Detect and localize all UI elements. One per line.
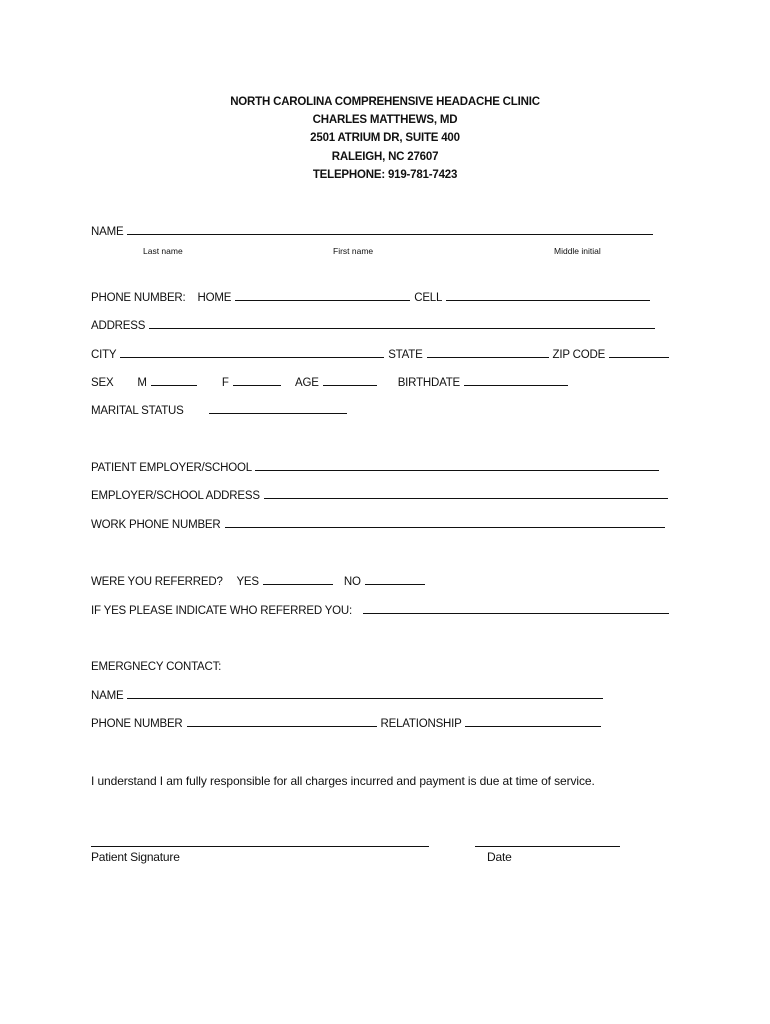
signature-field[interactable] — [91, 845, 429, 847]
address-row — [91, 316, 656, 334]
employer-field[interactable] — [255, 458, 659, 471]
emergency-heading: EMERGNECY CONTACT: — [91, 661, 222, 673]
no-label: NO — [343, 576, 361, 588]
no-field[interactable] — [365, 572, 425, 585]
first-name-caption: First name — [333, 246, 374, 256]
doctor-name: CHARLES MATTHEWS, MD — [312, 114, 458, 127]
city-field[interactable] — [120, 345, 384, 358]
employer-label: PATIENT EMPLOYER/SCHOOL — [91, 462, 252, 474]
birthdate-field[interactable] — [464, 373, 568, 386]
ec-name-field[interactable] — [127, 686, 603, 699]
female-field[interactable] — [233, 373, 281, 386]
name-row — [91, 222, 654, 240]
employer-address-row — [91, 486, 669, 504]
clinic-address-line1: 2501 ATRIUM DR, SUITE 400 — [310, 132, 460, 145]
state-label: STATE — [388, 349, 423, 361]
referred-label: WERE YOU REFERRED? — [91, 576, 223, 588]
referred-by-field[interactable] — [363, 601, 669, 614]
referred-row — [91, 572, 426, 590]
emergency-heading-row — [91, 658, 221, 676]
work-phone-row — [91, 515, 666, 533]
clinic-header — [0, 93, 770, 184]
zip-field[interactable] — [609, 345, 669, 358]
home-label: HOME — [197, 292, 232, 304]
marital-row — [91, 401, 348, 419]
zip-label: ZIP CODE — [552, 349, 606, 361]
employer-address-field[interactable] — [264, 486, 668, 499]
yes-field[interactable] — [263, 572, 333, 585]
address-field[interactable] — [149, 316, 655, 329]
clinic-address-line2: RALEIGH, NC 27607 — [331, 150, 439, 163]
city-row — [91, 345, 670, 363]
relationship-label: RELATIONSHIP — [380, 718, 462, 730]
home-phone-field[interactable] — [235, 288, 410, 301]
male-label: M — [137, 377, 147, 389]
age-label: AGE — [295, 377, 319, 389]
clinic-telephone: TELEPHONE: 919-781-7423 — [312, 168, 458, 181]
city-label: CITY — [91, 349, 117, 361]
referred-by-row — [91, 601, 670, 619]
cell-label: CELL — [414, 292, 442, 304]
marital-label: MARITAL STATUS — [91, 405, 184, 417]
referred-by-label: IF YES PLEASE INDICATE WHO REFERRED YOU: — [91, 605, 353, 617]
phone-label: PHONE NUMBER: — [91, 292, 186, 304]
relationship-field[interactable] — [465, 714, 601, 727]
age-field[interactable] — [323, 373, 377, 386]
middle-initial-caption: Middle initial — [554, 246, 601, 256]
yes-label: YES — [236, 576, 259, 588]
sex-row — [91, 373, 569, 391]
responsibility-statement: I understand I am fully responsible for all charges incurred and payment is due at time of service. — [91, 774, 595, 788]
female-label: F — [221, 377, 229, 389]
name-label: NAME — [91, 226, 124, 238]
employer-row — [91, 458, 660, 476]
signature-label: Patient Signature — [91, 850, 180, 864]
birthdate-label: BIRTHDATE — [397, 377, 461, 389]
cell-phone-field[interactable] — [446, 288, 650, 301]
last-name-caption: Last name — [143, 246, 183, 256]
work-phone-field[interactable] — [225, 515, 665, 528]
state-field[interactable] — [427, 345, 549, 358]
date-field[interactable] — [475, 845, 620, 847]
date-label: Date — [487, 850, 512, 864]
marital-field[interactable] — [209, 401, 347, 414]
ec-phone-field[interactable] — [187, 714, 377, 727]
employer-address-label: EMPLOYER/SCHOOL ADDRESS — [91, 490, 260, 502]
ec-phone-row — [91, 714, 602, 732]
clinic-name: NORTH CAROLINA COMPREHENSIVE HEADACHE CLINIC — [230, 96, 540, 108]
sex-label: SEX — [91, 377, 114, 389]
male-field[interactable] — [151, 373, 197, 386]
ec-name-label: NAME — [91, 690, 124, 702]
ec-name-row — [91, 686, 604, 704]
ec-phone-label: PHONE NUMBER — [91, 718, 183, 730]
name-field[interactable] — [127, 222, 653, 235]
phone-row — [91, 288, 651, 306]
address-label: ADDRESS — [91, 320, 146, 332]
work-phone-label: WORK PHONE NUMBER — [91, 519, 221, 531]
